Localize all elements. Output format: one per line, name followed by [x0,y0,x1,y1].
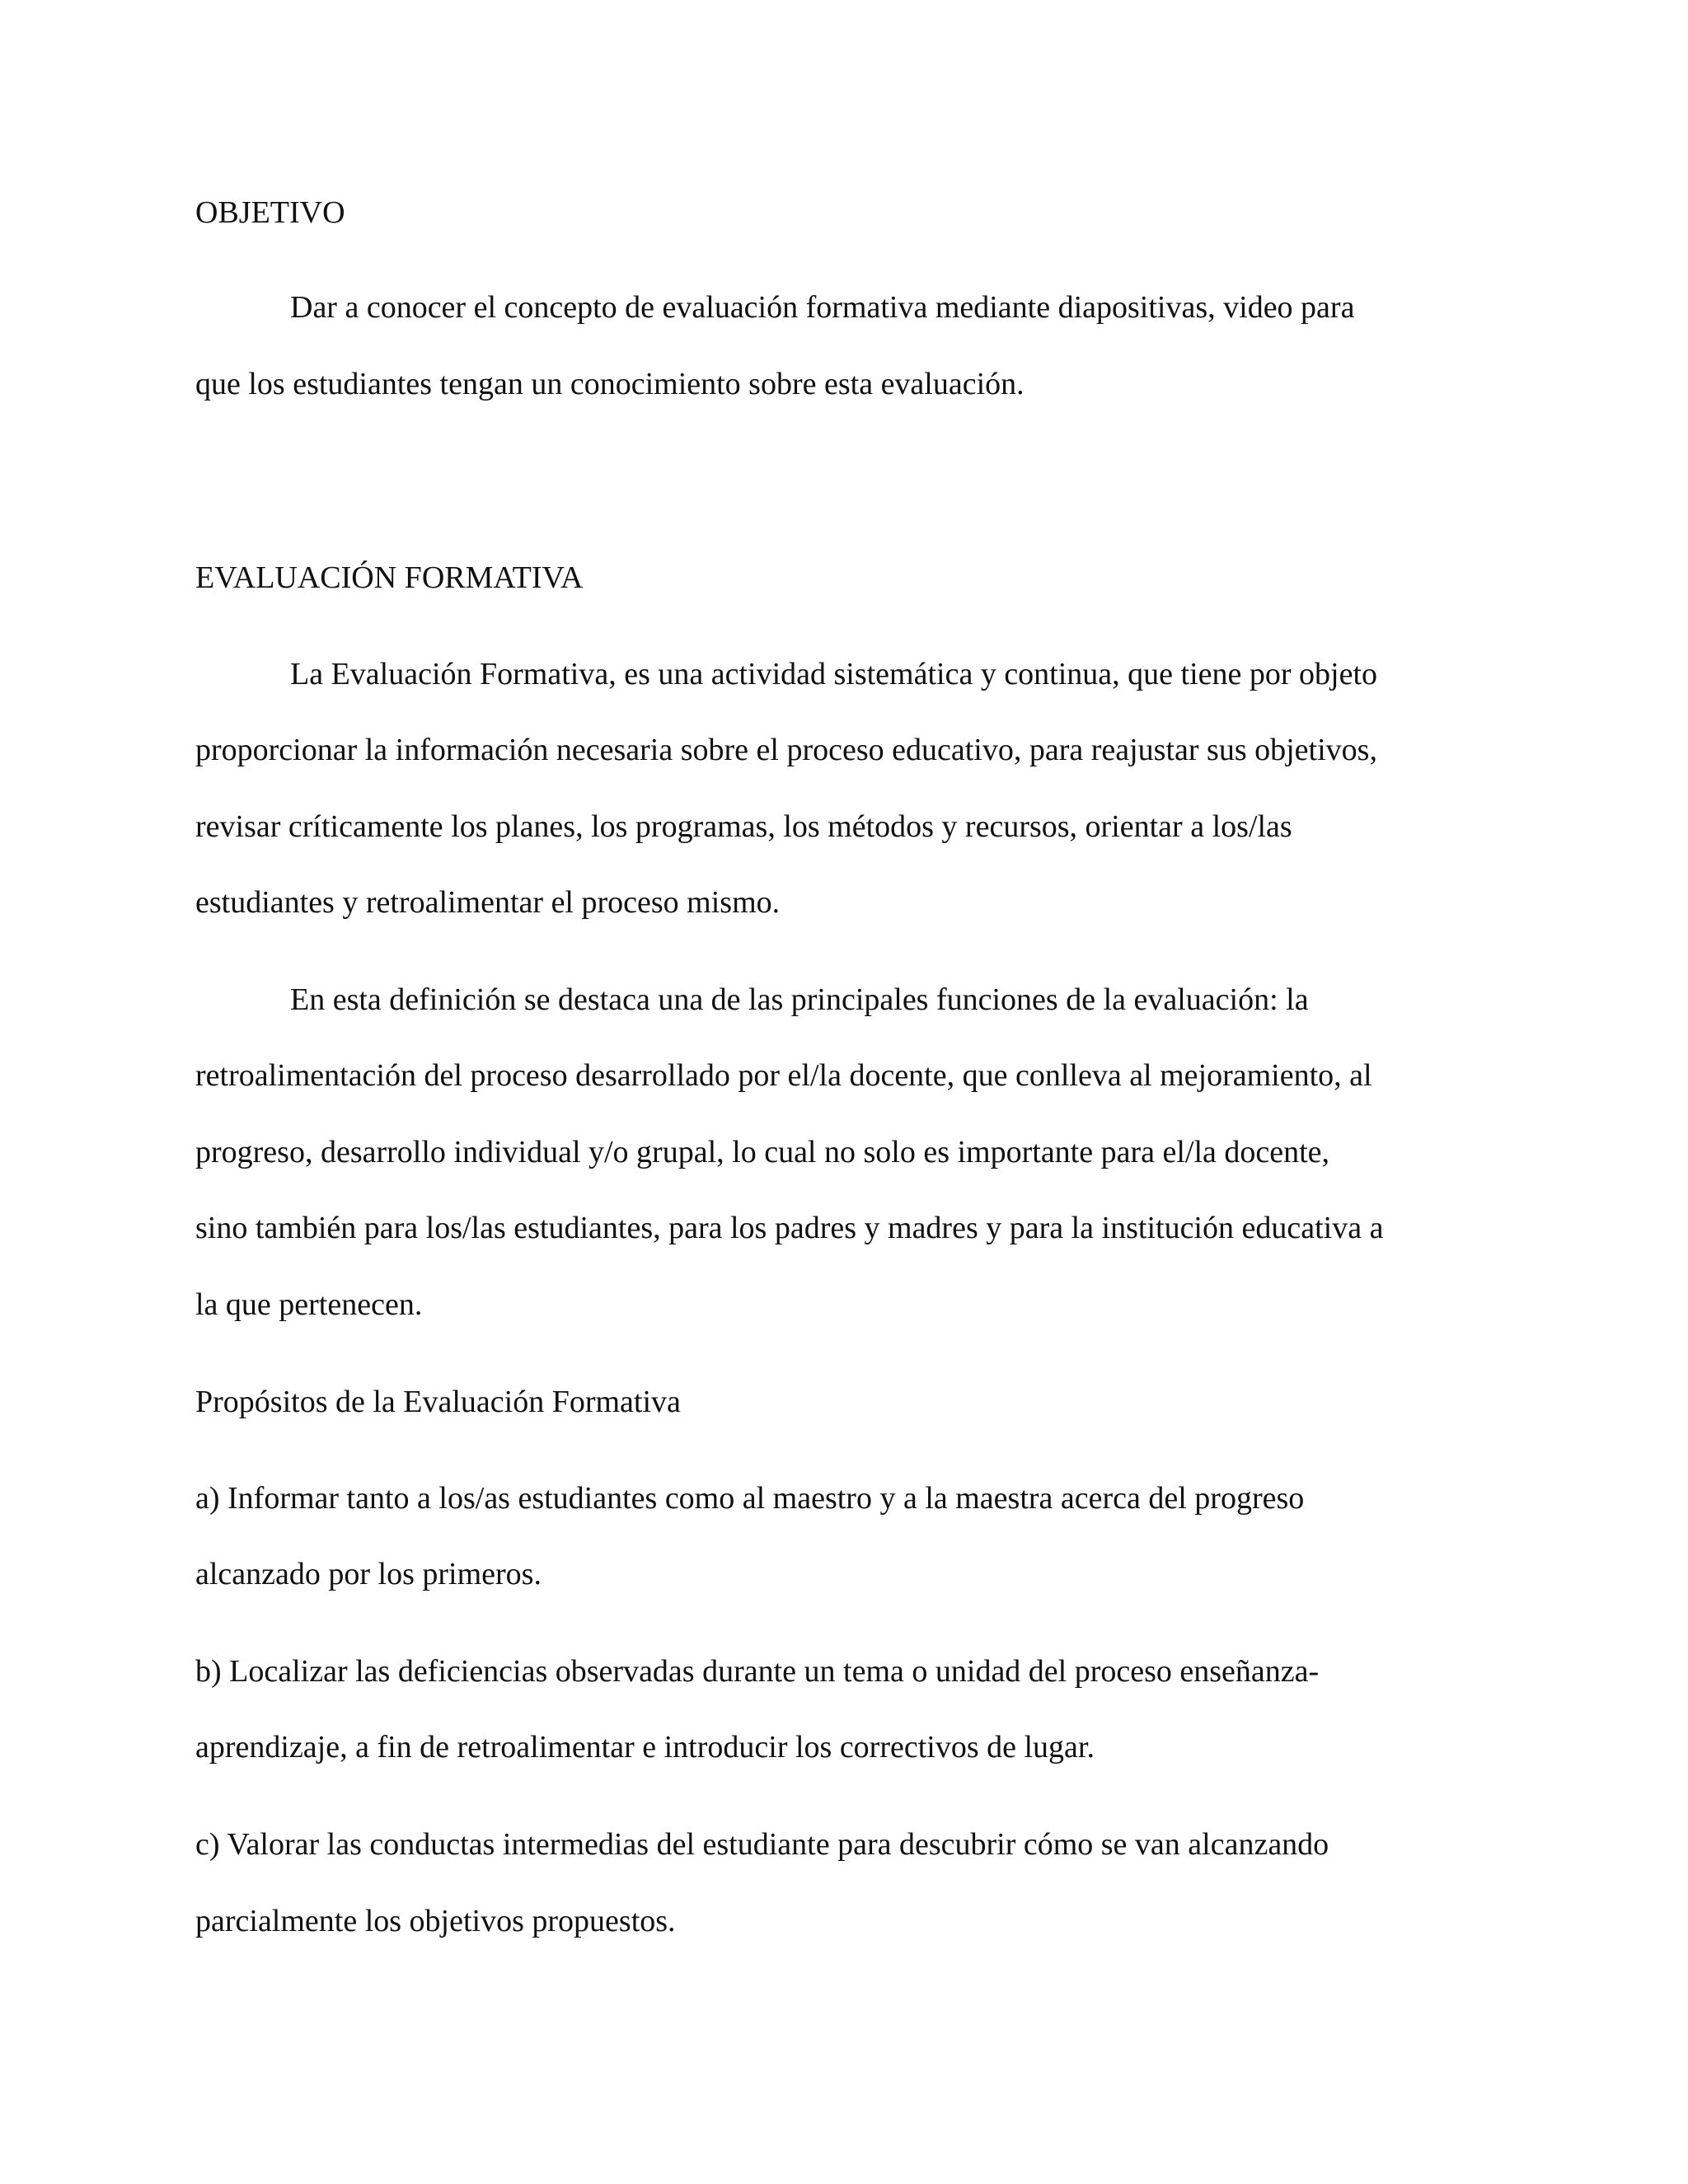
evaluacion-heading: EVALUACIÓN FORMATIVA [195,560,584,595]
objetivo-heading: OBJETIVO [195,195,345,230]
evaluacion-paragraph2-line-3: progreso, desarrollo individual y/o grupal, lo cual no solo es importante para el/la docente, [195,1135,1330,1169]
evaluacion-paragraph1-line-2: proporcionar la información necesaria sobre el proceso educativo, para reajustar sus objetivos, [195,733,1377,767]
proposito-a-line-1: a) Informar tanto a los/as estudiantes como al maestro y a la maestra acerca del progreso [195,1481,1305,1516]
evaluacion-paragraph1-line-3: revisar críticamente los planes, los programas, los métodos y recursos, orientar a los/las [195,809,1292,844]
proposito-b-line-2: aprendizaje, a fin de retroalimentar e introducir los correctivos de lugar. [195,1730,1095,1765]
proposito-c-line-2: parcialmente los objetivos propuestos. [195,1904,676,1938]
evaluacion-paragraph1-line-4: estudiantes y retroalimentar el proceso mismo. [195,885,781,920]
objetivo-text-line-1: Dar a conocer el concepto de evaluación formativa mediante diapositivas, video para [290,290,1355,325]
evaluacion-paragraph2-line-5: la que pertenecen. [195,1287,423,1322]
proposito-b-line-1: b) Localizar las deficiencias observadas durante un tema o unidad del proceso enseñanza- [195,1654,1320,1689]
proposito-c-line-1: c) Valorar las conductas intermedias del estudiante para descubrir cómo se van alcanzando [195,1827,1329,1862]
evaluacion-paragraph2-line-4: sino también para los/las estudiantes, para los padres y madres y para la institución educativa a [195,1211,1384,1245]
evaluacion-paragraph2-line-1: En esta definición se destaca una de las principales funciones de la evaluación: la [290,982,1309,1017]
proposito-a-line-2: alcanzado por los primeros. [195,1557,542,1591]
objetivo-text-line-2: que los estudiantes tengan un conocimiento sobre esta evaluación. [195,367,1025,401]
propositos-heading: Propósitos de la Evaluación Formativa [195,1385,681,1419]
evaluacion-paragraph1-line-1: La Evaluación Formativa, es una actividad sistemática y continua, que tiene por objeto [290,657,1378,691]
evaluacion-paragraph2-line-2: retroalimentación del proceso desarrollado por el/la docente, que conlleva al mejoramiento, al [195,1058,1372,1093]
